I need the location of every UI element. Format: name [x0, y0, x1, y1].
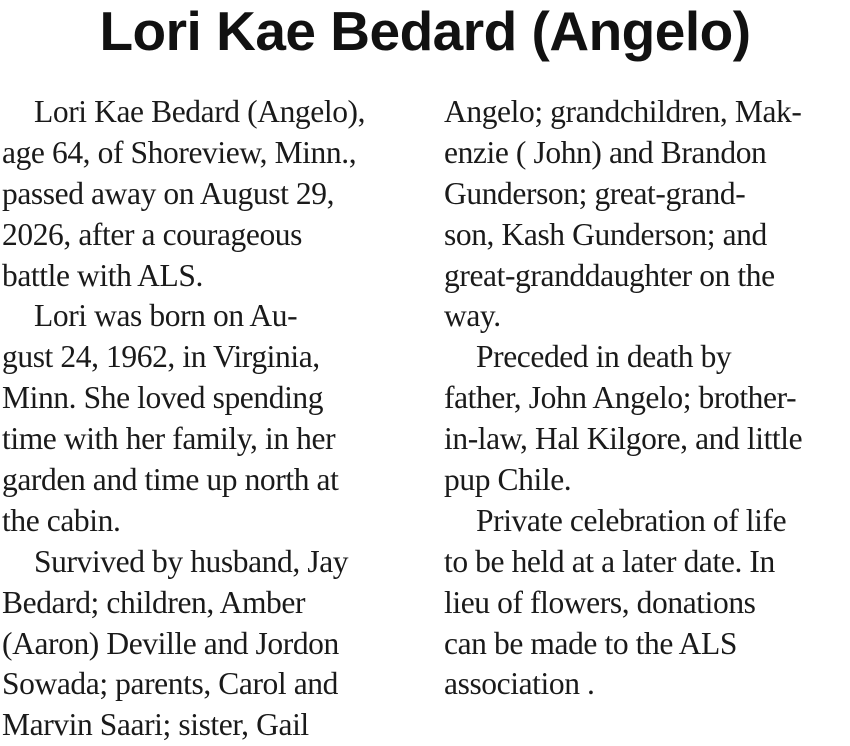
paragraph-line: 2026, after a courageous [2, 216, 303, 252]
paragraph-line: pup Chile. [444, 462, 572, 498]
paragraph-line: son, Kash Gunderson; and [444, 216, 767, 252]
paragraph-line: Minn. She loved spending [2, 380, 324, 416]
paragraph-line: great-granddaughter on the [444, 257, 775, 293]
paragraph-line: age 64, of Shoreview, Minn., [2, 134, 357, 170]
obituary-headline: Lori Kae Bedard (Angelo) [99, 0, 751, 62]
paragraph-line: in-law, Hal Kilgore, and little [444, 421, 803, 457]
paragraph-line: Bedard; children, Amber [2, 584, 306, 620]
paragraph-line: passed away on August 29, [2, 175, 335, 211]
paragraph-line: to be held at a later date. In [444, 543, 775, 579]
paragraph-line: the cabin. [2, 502, 121, 538]
paragraph-line: Private celebration of life [476, 502, 787, 538]
paragraph-line: Gunderson; great-grand- [444, 175, 746, 211]
text-column-right [444, 92, 849, 705]
paragraph-line: garden and time up north at [2, 462, 339, 498]
paragraph-line: gust 24, 1962, in Virginia, [2, 339, 320, 375]
paragraph-line: way. [444, 298, 501, 334]
paragraph-line: Sowada; parents, Carol and [2, 666, 339, 702]
paragraph-line: Preceded in death by [476, 339, 732, 375]
paragraph-line: Angelo; grandchildren, Mak- [444, 94, 802, 129]
text-column-left [2, 92, 422, 746]
paragraph-line: battle with ALS. [2, 257, 203, 293]
paragraph-line: can be made to the ALS [444, 625, 737, 661]
paragraph-line: association . [444, 666, 595, 702]
paragraph-line: lieu of flowers, donations [444, 584, 756, 620]
paragraph-line: Lori Kae Bedard (Angelo), [34, 94, 366, 129]
paragraph-line: time with her family, in her [2, 421, 336, 457]
paragraph-line: Survived by husband, Jay [34, 543, 349, 579]
paragraph-line: father, John Angelo; brother- [444, 380, 797, 416]
paragraph-line: Lori was born on Au- [34, 298, 298, 334]
paragraph-line: Marvin Saari; sister, Gail [2, 707, 309, 743]
paragraph-line: (Aaron) Deville and Jordon [2, 625, 339, 661]
paragraph-line: enzie ( John) and Brandon [444, 134, 767, 170]
